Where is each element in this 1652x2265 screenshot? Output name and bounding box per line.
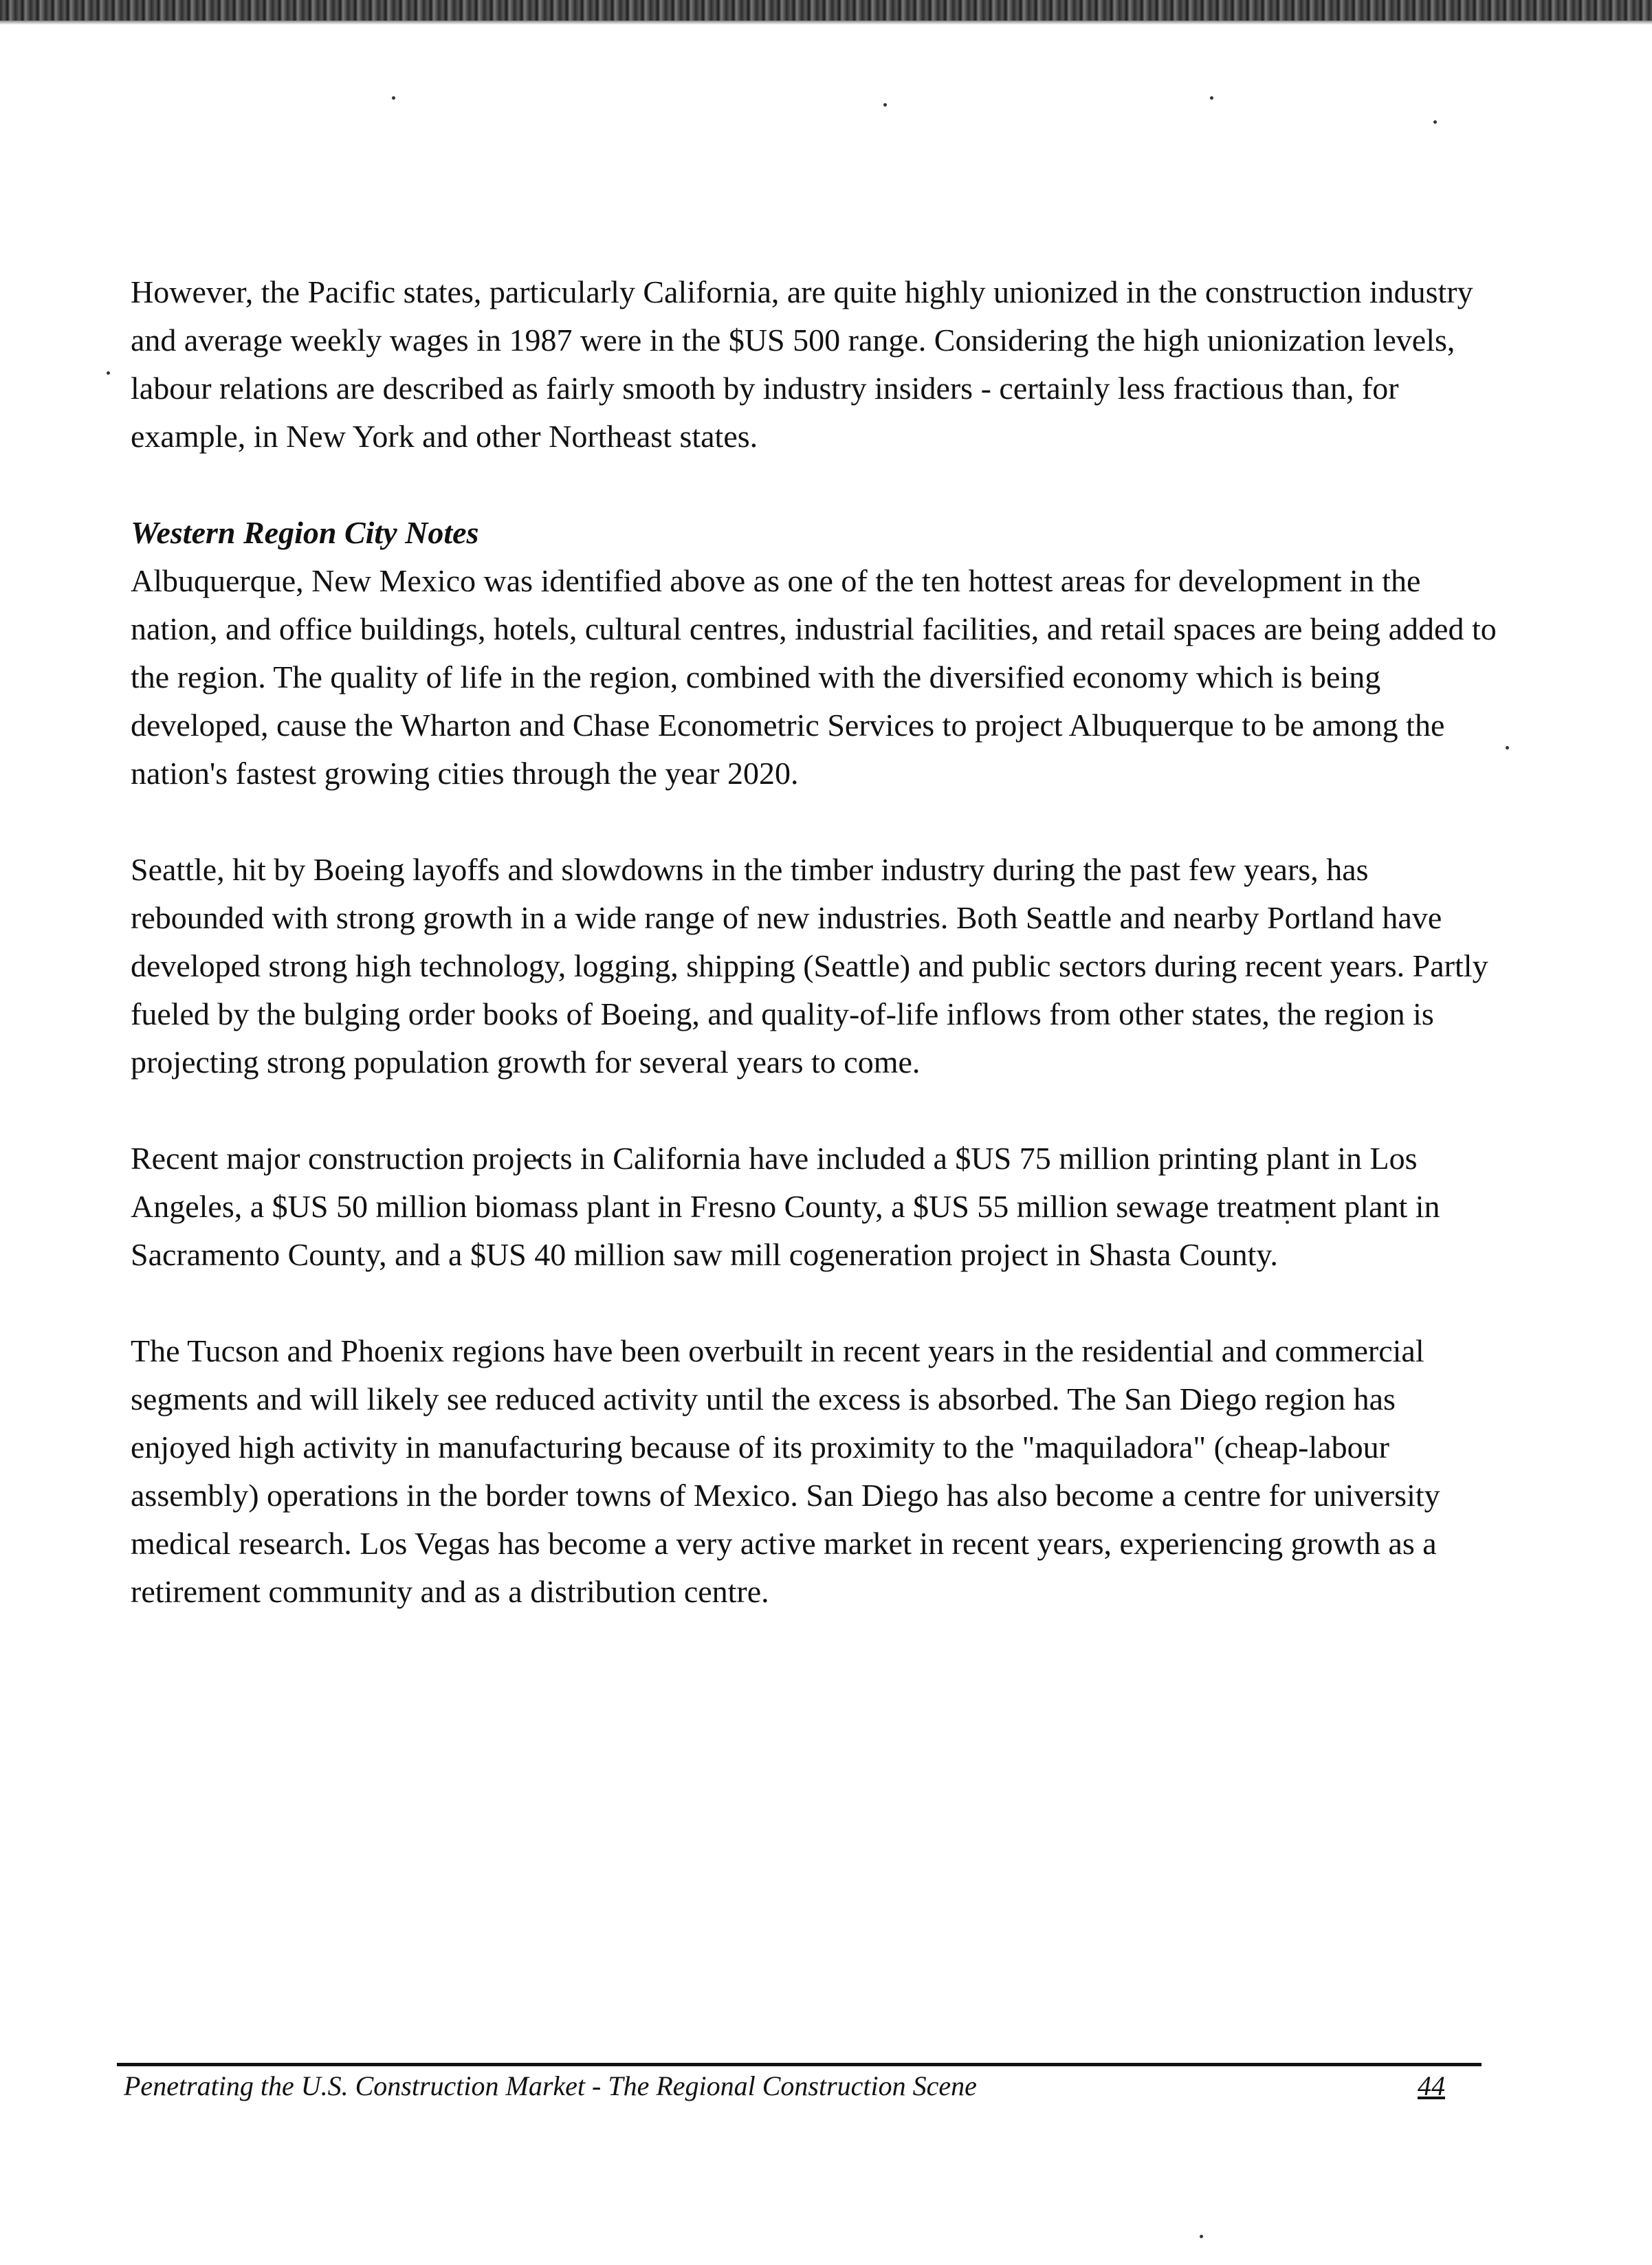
footer-rule [117, 2063, 1482, 2066]
scan-speck [1210, 96, 1213, 100]
scan-border [0, 0, 1652, 21]
paragraph-intro: However, the Pacific states, particularly California, are quite highly unionized in the construction industry and average weekly wages in 1987 were in the $US 500 range. Considering the high unionization levels, labour relations are described as fairly smooth by industry insiders - certainly less fractious than, for example, in New York and other Northeast states. [131, 274, 1473, 454]
document-body [131, 268, 1499, 1664]
paragraph-seattle: Seattle, hit by Boeing layoffs and slowdowns in the timber industry during the past few years, has rebounded with strong growth in a wide range of new industries. Both Seattle and nearby Portland have developed strong high technology, logging, shipping (Seattle) and public sectors during recent years. Partly fueled by the bulging order books of Boeing, and quality-of-life inflows from other states, the region is projecting strong population growth for several years to come. [131, 852, 1488, 1080]
footer-title: Penetrating the U.S. Construction Market - The Regional Construction Scene [124, 2070, 977, 2101]
scan-speck [1506, 746, 1509, 749]
page-number: 44 [1418, 2070, 1445, 2101]
scan-speck [107, 371, 110, 375]
paragraph-albuquerque: Albuquerque, New Mexico was identified above as one of the ten hottest areas for development in the nation, and office buildings, hotels, cultural centres, industrial facilities, and retail spaces are being added to the region. The quality of life in the region, combined with the diversified economy which is being developed, cause the Wharton and Chase Econometric Services to project Albuquerque to be among the nation's fastest growing cities through the year 2020. [131, 563, 1497, 791]
scan-speck [1200, 2235, 1203, 2238]
scan-speck [392, 96, 395, 100]
scan-speck [883, 103, 887, 107]
paragraph-california: Recent major construction projects in California have included a $US 75 million printing plant in Los Angeles, a $US 50 million biomass plant in Fresno County, a $US 55 million sewage treatment plant in Sacramento County, and a $US 40 million saw mill cogeneration project in Shasta County. [131, 1141, 1440, 1272]
paragraph-southwest: The Tucson and Phoenix regions have been overbuilt in recent years in the residential and commercial segments and will likely see reduced activity until the excess is absorbed. The San Diego region has enjoyed high activity in manufacturing because of its proximity to the "maquiladora" (cheap-labour assembly) operations in the border towns of Mexico. San Diego has also become a centre for university medical research. Los Vegas has become a very active market in recent years, experiencing growth as a retirement community and as a distribution centre. [131, 1333, 1440, 1609]
section-heading: Western Region City Notes [131, 515, 479, 550]
scan-speck [1433, 120, 1437, 124]
